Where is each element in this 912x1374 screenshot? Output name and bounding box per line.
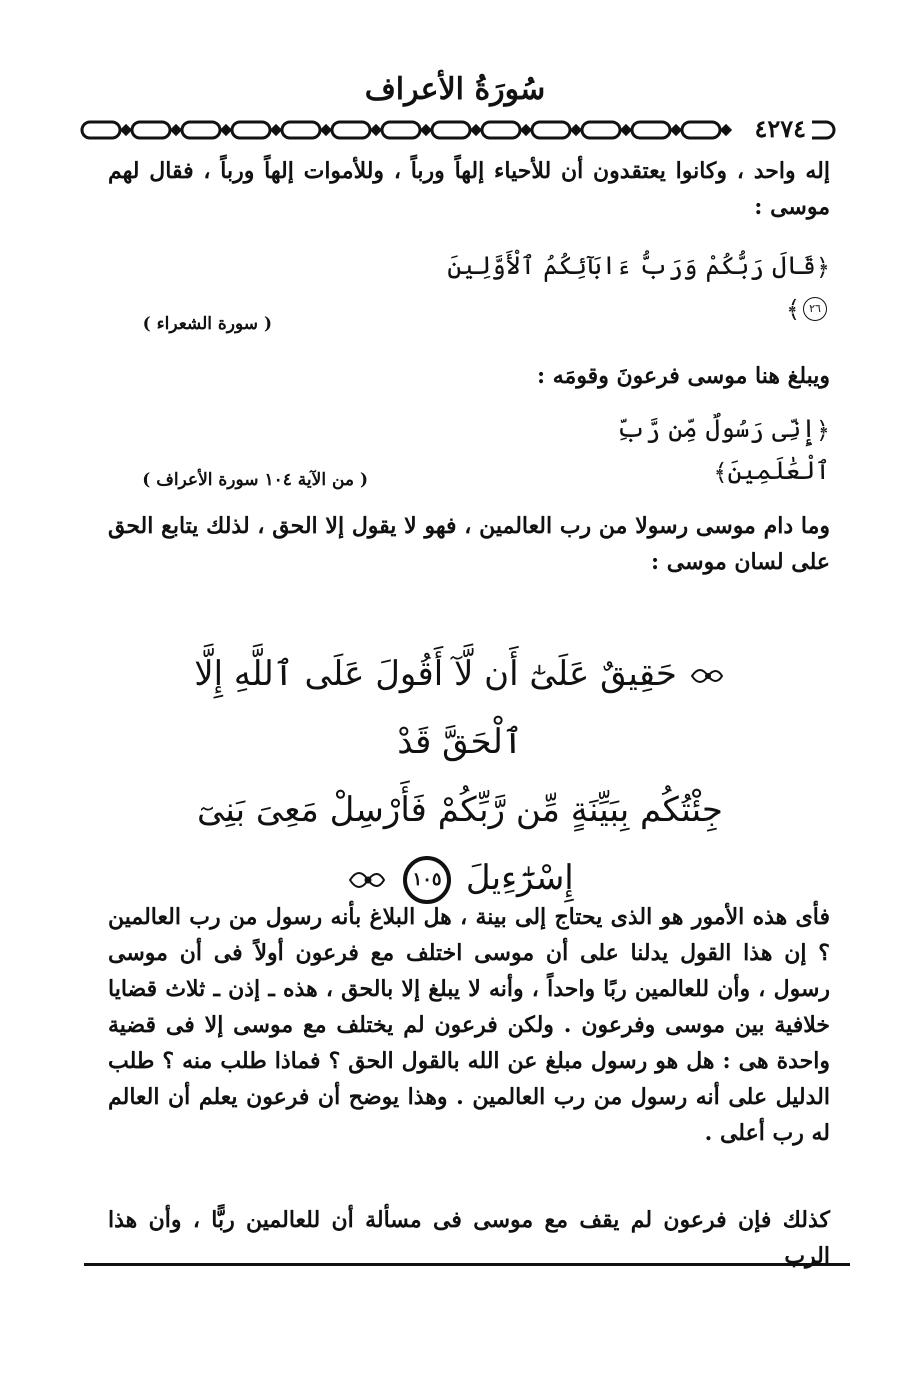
chain-link — [582, 122, 620, 138]
chain-diamond — [472, 126, 480, 134]
paragraph-5: كذلك فإن فرعون لم يقف مع موسى فى مسألة أن للعالمين ربًّا ، وأن هذا الرب — [108, 1207, 830, 1269]
ornament-close-icon — [346, 863, 388, 897]
ornate-bracket-open: ﴿ — [815, 253, 830, 282]
chain-diamond — [522, 126, 530, 134]
chain-diamond — [622, 126, 630, 134]
verse-3-line-3-text: إِسْرَٰٓءِيلَ — [465, 858, 574, 898]
chain-diamond — [422, 126, 430, 134]
verse-3-line-1 — [180, 640, 740, 776]
reference-2: ( من الآية ١٠٤ سورة الأعراف ) — [142, 470, 368, 490]
verse-2-text: إِنِّى رَسُولٌ مِّن رَّبِّ ٱلْعَٰلَمِينَ — [616, 414, 830, 485]
header-ornament-band — [80, 118, 838, 142]
chain-diamond — [722, 126, 730, 134]
surah-title: سُورَةُ الأعراف — [364, 72, 546, 107]
chain-diamond — [222, 126, 230, 134]
chain-link — [632, 122, 670, 138]
chain-link — [232, 122, 270, 138]
chain-diamond — [172, 126, 180, 134]
chain-link — [182, 122, 220, 138]
chain-diamond — [272, 126, 280, 134]
ornate-bracket-open: ﴿ — [815, 416, 830, 445]
chain-diamond — [672, 126, 680, 134]
chain-diamond — [572, 126, 580, 134]
bottom-rule — [84, 1263, 850, 1266]
ornate-bracket-close: ﴾ — [785, 295, 800, 323]
chain-link — [532, 122, 570, 138]
chain-link — [682, 122, 720, 138]
paragraph-2: ويبلغ هنا موسى فرعونَ وقومَه : — [536, 363, 830, 389]
verse-3-line-2: جِئْتُكُم بِبَيِّنَةٍ مِّن رَّبِّكُمْ فَأَرْسِلْ مَعِىَ بَنِىٓ — [197, 790, 723, 830]
paragraph-1: إله واحد ، وكانوا يعتقدون أن للأحياء إلهاً ورباً ، وللأموات إلهاً ورباً ، فقال لهم موسى : — [108, 158, 830, 220]
ornament-open-icon — [688, 661, 726, 691]
chain-link — [82, 122, 120, 138]
reference-1: ( سورة الشعراء ) — [142, 314, 272, 334]
chain-link — [432, 122, 470, 138]
quran-verse-2 — [520, 409, 830, 492]
chain-diamond — [122, 126, 130, 134]
chain-diamond — [322, 126, 330, 134]
quran-verse-1 — [440, 246, 830, 329]
chain-link — [382, 122, 420, 138]
ornate-bracket-close: ﴾ — [713, 458, 728, 486]
chain-link — [482, 122, 520, 138]
paragraph-4: فأى هذه الأمور هو الذى يحتاج إلى بينة ، هل البلاغ بأنه رسول من رب العالمين ؟ إن هذا القول يدلنا على أن موسى اختلف مع فرعون أولاً فى أن موسى رسول ، وأن للعالمين ربًا واحداً ، وأنه لا يبلغ إلا بالحق ، هذه ـ إذن ـ ثلاث قضايا خلافية بين موسى وفرعون . ولكن فرعون لم يختلف مع موسى إلا فى قضية واحدة هى : هل هو رسول مبلغ عن الله بالقول الحق ؟ فماذا طلب منه ؟ طلب الدليل على أنه رسول من رب العالمين . وهذا يوضح أن فرعون يعلم أن العالم له رب أعلى . — [108, 904, 830, 1146]
chain-link — [132, 122, 170, 138]
chain-link — [332, 122, 370, 138]
chain-link — [282, 122, 320, 138]
verse-3-line-1-text: حَقِيقٌ عَلَىٰٓ أَن لَّآ أَقُولَ عَلَى ٱللَّهِ إِلَّا ٱلْحَقَّ قَدْ — [194, 654, 677, 762]
verse-3-number: ١٠٥ — [403, 856, 451, 904]
chain-diamond — [372, 126, 380, 134]
paragraph-3: وما دام موسى رسولا من رب العالمين ، فهو لا يقول إلا الحق ، لذلك يتابع الحق على لسان موسى : — [108, 513, 830, 575]
verse-1-text: قَالَ رَبُّكُمْ وَرَبُّ ءَابَآئِكُمُ ٱلْأَوَّلِينَ — [447, 251, 816, 280]
verse-1-number: ٢٦ — [803, 297, 827, 321]
page-number: ٤٢٧٤ — [748, 112, 812, 146]
quran-verse-3 — [180, 640, 740, 912]
